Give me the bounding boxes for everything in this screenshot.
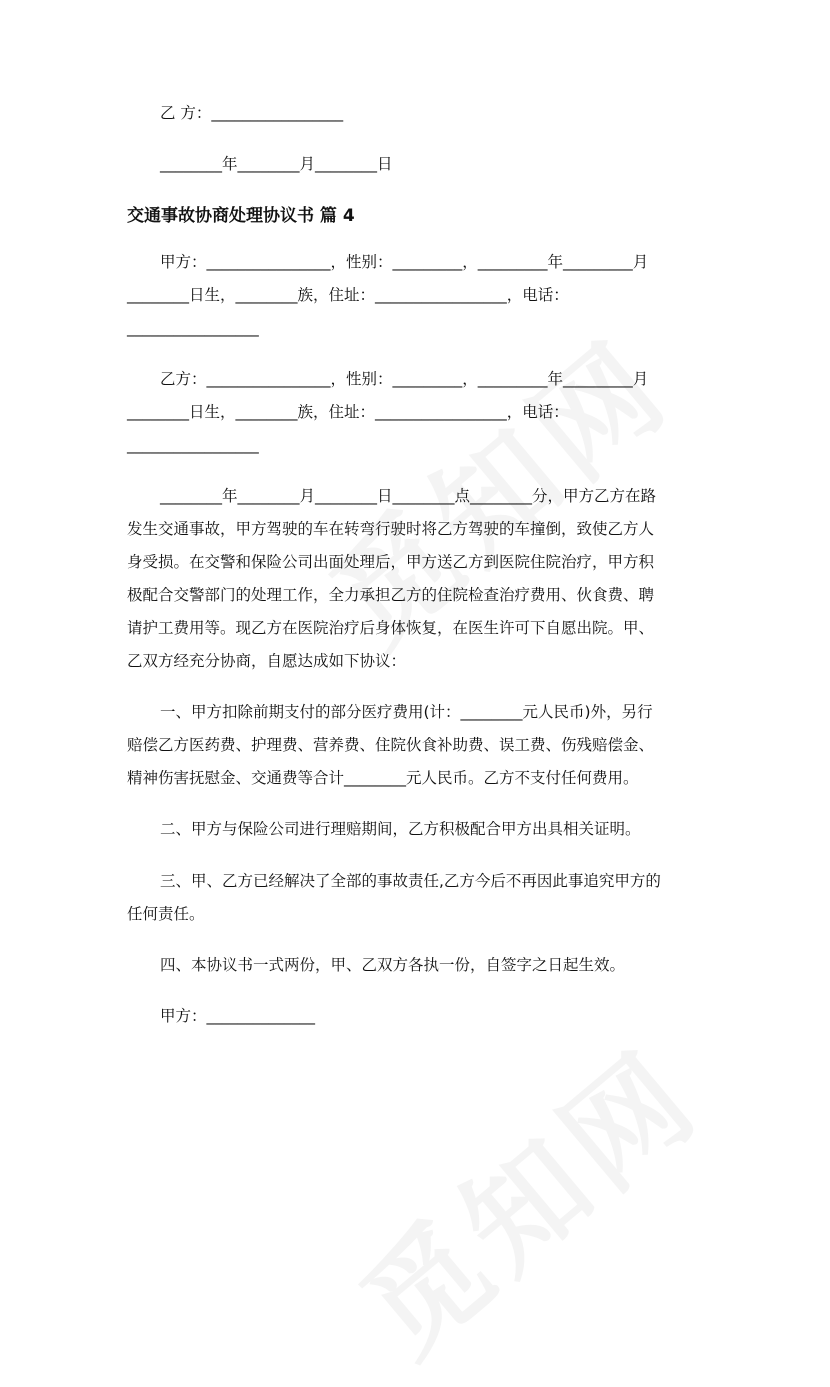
incident-line-3: 身受损。在交警和保险公司出面处理后，甲方送乙方到医院住院治疗，甲方积	[127, 553, 655, 571]
incident-line-1: ________年________月________日________点________分，甲方乙方在路	[160, 487, 657, 505]
clause-3-line-1: 三、甲、乙方已经解决了全部的事故责任,乙方今后不再因此事追究甲方的	[160, 872, 661, 890]
party-a-line-1: 甲方：________________，性别：_________，_________年_________月	[160, 253, 649, 271]
party-a-line-3: _________________	[127, 319, 259, 337]
clause-3-line-2: 任何责任。	[127, 905, 205, 923]
section-title: 交通事故协商处理协议书 篇 4	[127, 206, 355, 226]
party-b-line-1: 乙方：________________，性别：_________，_________年_________月	[160, 370, 649, 388]
party-b-line-2: ________日生，________族，住址：_________________，电话：	[127, 403, 569, 421]
incident-line-4: 极配合交警部门的处理工作，全力承担乙方的住院检查治疗费用、伙食费、聘	[127, 586, 655, 604]
incident-line-5: 请护工费用等。现乙方在医院治疗后身体恢复，在医生许可下自愿出院。甲、	[127, 619, 655, 637]
clause-1-line-1: 一、甲方扣除前期支付的部分医疗费用(计：________元人民币)外，另行	[160, 703, 653, 721]
clause-1-line-3: 精神伤害抚慰金、交通费等合计________元人民币。乙方不支付任何费用。	[127, 769, 639, 787]
party-a-line-2: ________日生，________族，住址：_________________，电话：	[127, 286, 569, 304]
party-b-line-3: _________________	[127, 436, 259, 454]
clause-4: 四、本协议书一式两份，甲、乙双方各执一份，自签字之日起生效。	[160, 956, 626, 974]
clause-2: 二、甲方与保险公司进行理赔期间，乙方积极配合甲方出具相关证明。	[160, 820, 641, 838]
party-a-signature-line: 甲方：______________	[160, 1007, 316, 1025]
incident-line-2: 发生交通事故，甲方驾驶的车在转弯行驶时将乙方驾驶的车撞倒，致使乙方人	[127, 520, 655, 538]
watermark-bottom	[320, 1005, 729, 1387]
date-line: ________年________月________日	[160, 155, 393, 173]
party-b-signature-line: 乙 方：_________________	[160, 104, 344, 122]
incident-line-6: 乙双方经充分协商，自愿达成如下协议：	[127, 652, 407, 670]
clause-1-line-2: 赔偿乙方医药费、护理费、营养费、住院伙食补助费、误工费、伤残赔偿金、	[127, 736, 655, 754]
